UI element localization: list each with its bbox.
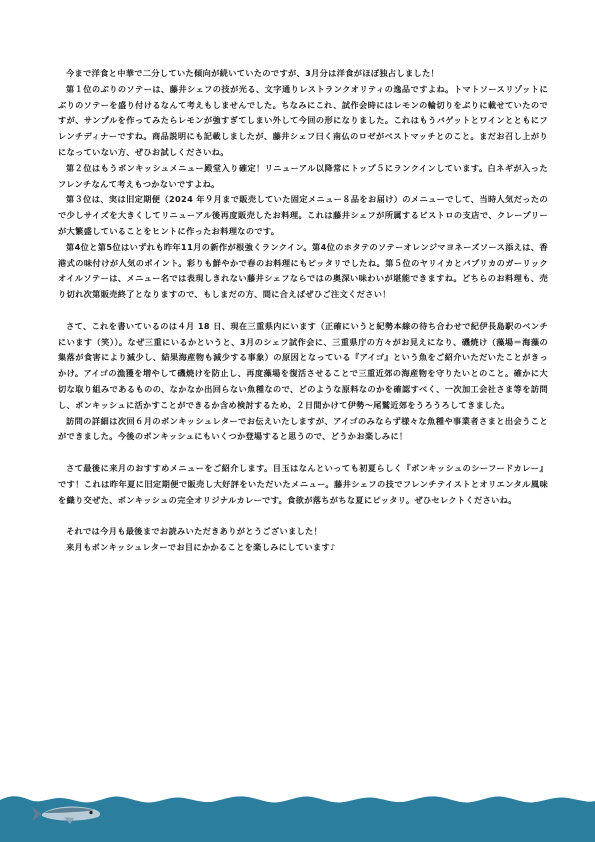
spacer (58, 303, 548, 319)
mie-trip-paragraph: さて、これを書いているのは４月 18 日、現在三重県内にいます（正確にいうと紀勢本線の待ち合わせで紀伊長島駅のベンチにいます（笑））。なぜ三重にいるかというと、3月のシェフ試作会に、三重県庁の方々がお見えになり、磯焼け（藻場＝海藻の集落が食害により減少し、結果海産物も減少する事象）の原因となっている『アイゴ』という魚をご紹介いただいたことがきっかけ。アイゴの漁獲を増やして磯焼けを防止し、再度藻場を復活させることで三重近郊の海産物を守りたいとのこと。確かに大切な取り組みであるものの、なかなか出回らない魚種なので、どのような原料なのかを確認すべく、一次加工会社さま等を訪問し、ボンキッシュに活かすことができるか含め検討するため、２日間かけて伊勢〜尾鷲近郊をうろうろしてきました。 (58, 320, 548, 410)
rank-4-5-paragraph: 第4位と第5位はいずれも昨年11月の新作が根強くランクイン。第4位のホタテのソテーオレンジマヨネーズソース添えは、香港式の味付けが人気のポイント。彩りも鮮やかで春のお料理にもピッタリでしたね。第５位のヤリイカとパプリカのガーリックオイルソテーは、メニュー名では表現しきれない藤井シェフならではの奥深い味わいが堪能できますね。どちらのお料理も、売り切れ次第販売終了となりますので、もしまだの方、間に合えばぜひご注文ください！ (58, 241, 548, 300)
wave-shape (0, 796, 595, 842)
footer-wave-decoration (0, 782, 595, 842)
rank-2-paragraph: 第２位はもうボンキッシュメニュー殿堂入り確定！リニューアル以降常にトップ５にランクインしています。白ネギが入ったフレンチなんて考えもつかないですよね。 (58, 162, 548, 189)
spacer (58, 445, 548, 461)
visit-details-paragraph: 訪問の詳細は次回６月のボンキッシュレターでお伝えいたしますが、アイゴのみならず様々な魚種や事業者さまと出会うことができました。今後のボンキッシュにもいくつか登場すると思うので、どうかお楽しみに！ (58, 415, 548, 442)
recommendation-paragraph: さて最後に来月のおすすめメニューをご紹介します。目玉はなんといっても初夏らしく『ボンキッシュのシーフードカレー』です！これは昨年夏に旧定期便で販売し大好評をいただいたメニュー。藤井シェフの技でフレンチテイストとオリエンタル風味を織り交ぜた、ボンキッシュの完全オリジナルカレーです。食欲が落ちがちな夏にピッタリ。ぜひセレクトくださいね。 (58, 462, 548, 505)
letter-body (58, 66, 548, 556)
closing-line-1: それでは今月も最後までお読みいただきありがとうございました！ (66, 526, 323, 537)
spacer (58, 508, 548, 524)
closing-line-2: 来月もボンキッシュレターでお目にかかることを楽しみにしています♪ (66, 541, 336, 552)
wave-decoration (0, 782, 595, 842)
rank-3-paragraph: 第３位は、実は旧定期便（2024 年９月まで販売していた固定メニュー８品をお届け）のメニューでして、当時人気だったので少しサイズを大きくしてリニューアル後再度販売したお料理。これは藤井シェフが所属するビストロの支店で、クレープリーが大繁盛していることをヒントに作ったお料理なのです。 (58, 194, 548, 236)
closing-block (58, 524, 548, 556)
intro-paragraph: 今まで洋食と中華で二分していた傾向が続いていたのですが、3月分は洋食がほぼ独占しました！ (66, 68, 440, 78)
rank-1-paragraph: 第１位のぶりのソテーは、藤井シェフの技が光る、文字通りレストランクオリティの逸品ですよね。トマトソースリゾットにぶりのソテーを盛り付けるなんて考えもしませんでした。ちなみにこれ、試作会時にはレモンの輪切りをぶりに載せていたのですが、サンプルを作ってみたらレモンが強すぎてしまい外して今回の形になりました。これはもうバゲットとワインとともにフレンチディナーですね。商品説明にも記載しましたが、藤井シェフ曰く南仏のロゼがベストマッチとのこと。まだお召し上がりになっていない方、ぜひお試しくださいね。 (58, 83, 548, 157)
